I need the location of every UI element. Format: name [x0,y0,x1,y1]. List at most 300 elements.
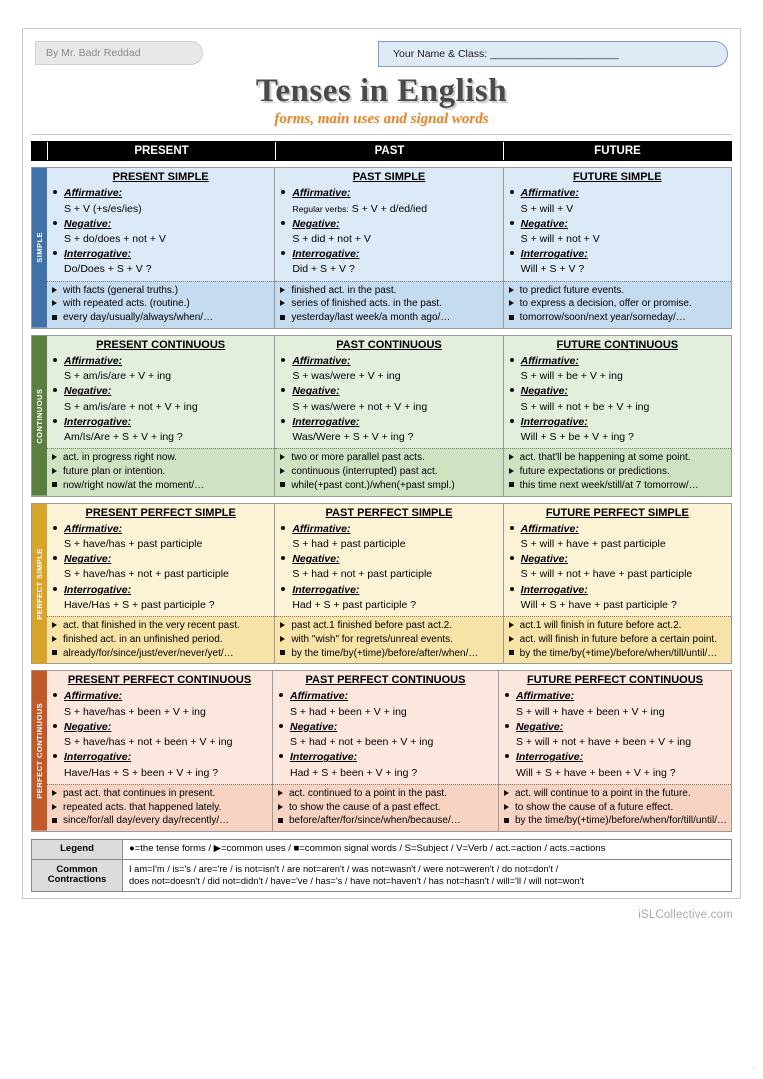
square-marker-icon [509,315,514,320]
tense-cell [47,671,272,831]
form-label-row [53,552,269,567]
triangle-marker-icon [278,790,283,796]
use-text: tomorrow/soon/next year/someday/… [519,312,686,324]
form-label-row [510,217,726,232]
tense-name: FUTURE SIMPLE [504,168,731,185]
common-use-row [52,787,268,801]
use-text: by the time/by(+time)/before/when/till/until/… [519,647,718,659]
column-header-future: FUTURE [503,142,731,160]
tense-forms [273,688,498,783]
tense-columns [47,504,731,664]
title-block [31,71,732,135]
square-marker-icon [52,818,57,823]
tense-columns [47,336,731,496]
triangle-marker-icon [509,636,514,642]
square-marker-icon [52,315,57,320]
form-type-label: Negative: [520,217,568,230]
form-label-row [281,354,497,369]
tense-cell [47,168,274,328]
bullet-icon [281,388,285,392]
tense-forms [47,521,274,616]
form-label-row [505,720,726,735]
tense-blocks [31,167,732,832]
bullet-icon [53,221,57,225]
triangle-marker-icon [52,790,57,796]
form-label-row [510,384,726,399]
form-label-row [281,552,497,567]
legend-value: ●=the tense forms / ▶=common uses / ■=common signal words / S=Subject / V=Verb / act.=action / acts.=actions [129,843,606,855]
bullet-icon [53,190,57,194]
tense-cell [503,168,731,328]
form-type-label: Affirmative: [292,355,351,367]
form-type-label: Interrogative: [292,248,360,261]
form-type-label: Negative: [292,217,340,230]
signal-words-row [504,814,727,828]
tense-name: PRESENT PERFECT CONTINUOUS [47,671,272,688]
common-use-row [280,619,498,633]
form-formula: S + have/has + not + been + V + ing [64,736,233,749]
bullet-icon [505,693,509,697]
common-use-row [280,633,498,647]
form-formula: S + did + not + V [292,232,371,245]
source-watermark: iSLCollective.com [638,909,733,922]
use-text: by the time/by(+time)/before/after/when/… [291,647,479,659]
form-formula: Did + S + V ? [292,263,355,276]
form-label-row [510,583,726,598]
tense-uses [275,448,502,495]
tense-uses [499,784,731,831]
signal-words-row [509,479,727,493]
tense-cell [274,336,502,496]
use-text: continuous (interrupted) past act. [291,466,438,478]
form-label-row [510,247,726,262]
use-text: with facts (general truths.) [63,284,179,296]
triangle-marker-icon [280,636,285,642]
common-use-row [509,619,727,633]
form-type-label: Negative: [292,385,340,398]
use-text: act. in progress right now. [63,452,177,464]
tense-uses [47,281,274,328]
tense-name: PRESENT SIMPLE [47,168,274,185]
form-type-label: Affirmative: [515,690,575,703]
legend-row [32,840,731,859]
triangle-marker-icon [52,804,57,810]
common-use-row [52,465,270,479]
tense-name: FUTURE PERFECT SIMPLE [504,504,731,521]
form-label-row [53,384,269,399]
contractions-key-line1: Common [56,863,98,875]
tense-cell [274,504,502,664]
use-text: already/for/since/just/ever/never/yet/… [63,647,234,659]
tense-name: PRESENT PERFECT SIMPLE [47,504,274,521]
form-type-label: Affirmative: [64,355,123,367]
common-use-row [504,787,727,801]
bullet-icon [53,587,57,591]
use-text: by the time/by(+time)/before/when/for/till/until/… [514,815,727,827]
tense-uses [275,281,502,328]
use-text: past act. that continues in present. [63,787,216,799]
form-label-row [53,217,269,232]
triangle-marker-icon [509,300,514,306]
common-use-row [504,801,727,815]
tense-block [31,503,732,665]
form-type-label: Negative: [520,385,568,398]
signal-words-row [52,479,270,493]
square-marker-icon [280,315,285,320]
form-type-label: Negative: [289,720,338,733]
bullet-icon [281,556,285,560]
bullet-icon [53,526,57,530]
tense-uses [47,616,274,663]
use-text: to show the cause of a future effect. [514,801,674,813]
triangle-marker-icon [52,454,57,460]
form-formula: Have/Has + S + past participle ? [64,598,215,611]
square-marker-icon [509,482,514,487]
form-label-row [281,217,497,232]
tense-forms [47,353,274,448]
tense-columns [47,671,731,831]
common-use-row [278,801,494,815]
form-formula [281,202,497,217]
signal-words-row [52,311,270,325]
triangle-marker-icon [280,454,285,460]
common-use-row [278,787,494,801]
contractions-key [32,860,123,891]
triangle-marker-icon [52,300,57,306]
square-marker-icon [52,650,57,655]
use-text: while(+past cont.)/when(+past smpl.) [291,479,455,491]
page-subtitle: forms, main uses and signal words [274,111,489,128]
form-label-row [281,186,497,201]
common-use-row [280,465,498,479]
tense-forms [47,185,274,280]
form-type-label: Interrogative: [64,415,132,428]
triangle-marker-icon [504,790,509,796]
tense-cell [498,671,731,831]
tense-group-label: CONTINUOUS [32,336,47,496]
use-text: past act.1 finished before past act.2. [291,620,452,632]
use-text: act.1 will finish in future before act.2. [519,620,682,632]
tense-uses [504,616,731,663]
tense-cell [47,504,274,664]
triangle-marker-icon [52,287,57,293]
tense-cell [503,336,731,496]
form-formula: S + have/has + been + V + ing [64,705,206,718]
form-label-row [53,689,267,704]
form-formula: S + was/were + not + V + ing [292,400,428,413]
form-label-row [53,186,269,201]
tense-forms [504,185,731,280]
contractions-key-line2: Contractions [47,874,107,886]
form-type-label: Interrogative: [520,583,588,596]
use-text: finished act. in an unfinished period. [63,633,223,645]
form-label-row [53,583,269,598]
tense-name: PAST CONTINUOUS [275,336,502,353]
common-use-row [52,801,268,815]
form-type-label: Interrogative: [292,583,360,596]
bullet-icon [505,754,509,758]
common-use-row [280,451,498,465]
square-marker-icon [52,482,57,487]
use-text: this time next week/still/at 7 tomorrow/… [519,479,699,491]
tense-uses [504,448,731,495]
form-label-row [510,354,726,369]
form-label-row [53,247,269,262]
bullet-icon [510,358,514,362]
form-type-label: Affirmative: [292,187,351,200]
tense-block [31,670,732,832]
bullet-icon [279,724,283,728]
use-text: act. that'll be happening at some point. [519,452,691,464]
form-type-label: Affirmative: [64,522,123,535]
use-text: since/for/all day/every day/recently/… [63,815,230,827]
form-type-label: Interrogative: [64,583,132,596]
spine-spacer [32,142,47,160]
use-text: to express a decision, offer or promise. [519,298,692,310]
bullet-icon [510,556,514,560]
tense-forms [275,185,502,280]
use-text: now/right now/at the moment/… [63,479,205,491]
tense-uses [273,784,498,831]
bullet-icon [510,419,514,423]
triangle-marker-icon [509,454,514,460]
use-text: act. that finished in the very recent past. [63,620,240,632]
use-text: future plan or intention. [63,466,166,478]
form-label-row [505,689,726,704]
form-type-label: Negative: [64,385,112,398]
use-text: act. will continue to a point in the future. [514,787,691,799]
form-label-row [53,720,267,735]
author-badge: By Mr. Badr Reddad [35,41,203,65]
form-formula: S + have/has + past participle [64,537,203,550]
form-type-label: Negative: [292,553,340,566]
use-text: two or more parallel past acts. [291,452,425,464]
signal-words-row [52,814,268,828]
form-type-label: Negative: [520,553,568,566]
form-label-row [53,415,269,430]
use-text: finished act. in the past. [291,284,397,296]
use-text: series of finished acts. in the past. [291,298,442,310]
tense-uses [47,784,272,831]
common-use-row [52,633,270,647]
form-formula: Have/Has + S + been + V + ing ? [64,766,219,779]
triangle-marker-icon [52,468,57,474]
common-use-row [509,633,727,647]
form-formula: S + will + not + have + past participle [520,568,693,581]
form-type-label: Negative: [515,720,564,733]
tense-forms [47,688,272,783]
tense-columns [47,168,731,328]
form-formula: S + will + be + V + ing [520,370,623,383]
form-formula: Will + S + be + V + ing ? [520,431,634,444]
column-header-past: PAST [275,142,503,160]
tense-forms [275,353,502,448]
form-formula: S + had + not + past participle [292,568,433,581]
common-use-row [52,284,270,298]
common-use-row [509,451,727,465]
form-type-label: Affirmative: [520,522,579,535]
tense-group-label: PERFECT CONTINUOUS [32,671,47,831]
tense-cell [47,336,274,496]
column-headers [31,141,732,161]
square-marker-icon [278,818,283,823]
use-text: act. will finish in future before a certain point. [519,633,717,645]
form-formula: Will + S + have + past participle ? [520,598,677,611]
form-label-row [510,186,726,201]
form-type-label: Interrogative: [515,751,584,764]
form-label-row [279,750,493,765]
form-label-row [279,720,493,735]
bullet-icon [510,388,514,392]
bullet-icon [279,693,283,697]
bullet-icon [53,388,57,392]
tense-forms [499,688,731,783]
form-label-row [53,354,269,369]
name-class-field[interactable]: Your Name & Class: ______________________ [378,41,728,67]
signal-words-row [278,814,494,828]
form-formula: S + will + V [520,202,574,215]
use-text: to show the cause of a past effect. [288,801,441,813]
signal-words-row [52,647,270,661]
form-formula: S + had + not + been + V + ing [289,736,434,749]
bullet-icon [510,251,514,255]
triangle-marker-icon [509,468,514,474]
tense-name: PRESENT CONTINUOUS [47,336,274,353]
use-text: future expectations or predictions. [519,466,670,478]
form-label-row [510,522,726,537]
bullet-icon [510,587,514,591]
tense-name: PAST PERFECT CONTINUOUS [273,671,498,688]
form-formula: Was/Were + S + V + ing ? [292,431,414,444]
form-formula: S + will + have + past participle [520,537,666,550]
tense-name: PAST PERFECT SIMPLE [275,504,502,521]
form-type-label: Interrogative: [289,751,358,764]
bullet-icon [281,358,285,362]
square-marker-icon [280,482,285,487]
common-use-row [280,297,498,311]
bullet-icon [510,221,514,225]
form-type-label: Affirmative: [289,690,349,703]
tense-name: FUTURE PERFECT CONTINUOUS [499,671,731,688]
bullet-icon [281,190,285,194]
bullet-icon [279,754,283,758]
triangle-marker-icon [52,622,57,628]
header-bar [31,37,732,67]
use-text: with repeated acts. (routine.) [63,298,190,310]
bullet-icon [53,251,57,255]
tense-uses [275,616,502,663]
bullet-icon [281,526,285,530]
tense-forms [504,353,731,448]
contractions-line-2: does not=doesn't / did not=didn't / have='ve / has='s / have not=haven't / has not=hasn't / will='ll / will not=won't [129,876,585,887]
legend-table [31,839,732,892]
formula-prefix: Regular verbs: [292,203,349,214]
use-text: before/after/for/since/when/because/… [288,815,461,827]
bullet-icon [53,556,57,560]
use-text: act. continued to a point in the past. [288,787,447,799]
tense-forms [504,521,731,616]
column-header-present: PRESENT [47,142,275,160]
form-type-label: Interrogative: [520,248,588,261]
bullet-icon [53,754,57,758]
tense-cell [503,504,731,664]
form-formula: Am/Is/Are + S + V + ing ? [64,431,183,444]
tense-name: PAST SIMPLE [275,168,502,185]
tense-uses [47,448,274,495]
form-type-label: Negative: [64,217,112,230]
form-formula: S + will + not + be + V + ing [520,400,650,413]
form-formula: S + V (+s/es/ies) [64,202,142,215]
bullet-icon [53,358,57,362]
form-label-row [510,415,726,430]
signal-words-row [280,647,498,661]
square-marker-icon [504,818,509,823]
form-formula: S + had + been + V + ing [289,705,407,718]
form-label-row [505,750,726,765]
triangle-marker-icon [504,804,509,810]
form-type-label: Interrogative: [520,415,588,428]
common-use-row [52,297,270,311]
triangle-marker-icon [280,468,285,474]
form-label-row [281,583,497,598]
form-label-row [53,750,267,765]
form-formula: S + will + have + been + V + ing [515,705,665,718]
use-text: yesterday/last week/a month ago/… [291,312,451,324]
bullet-icon [53,724,57,728]
form-formula: Will + S + V ? [520,263,585,276]
form-label-row [510,552,726,567]
common-use-row [509,297,727,311]
square-marker-icon [509,650,514,655]
signal-words-row [280,311,498,325]
tense-block [31,335,732,497]
worksheet-sheet [22,28,741,899]
form-formula: S + do/does + not + V [64,232,166,245]
form-type-label: Interrogative: [64,248,132,261]
tense-group-label: SIMPLE [32,168,47,328]
form-type-label: Affirmative: [64,187,123,200]
triangle-marker-icon [509,287,514,293]
contractions-row [32,859,731,891]
form-type-label: Affirmative: [292,522,351,535]
triangle-marker-icon [280,300,285,306]
use-text: every day/usually/always/when/… [63,312,214,324]
square-marker-icon [280,650,285,655]
tense-cell [274,168,502,328]
tense-uses [504,281,731,328]
bullet-icon [505,724,509,728]
form-label-row [279,689,493,704]
form-type-label: Affirmative: [520,187,579,200]
bullet-icon [281,251,285,255]
bullet-icon [281,587,285,591]
form-type-label: Interrogative: [64,751,132,764]
form-label-row [281,415,497,430]
triangle-marker-icon [280,287,285,293]
form-formula: Had + S + past participle ? [292,598,417,611]
triangle-marker-icon [52,636,57,642]
tense-block [31,167,732,329]
form-type-label: Negative: [64,720,112,733]
form-formula: Do/Does + S + V ? [64,263,152,276]
use-text: with "wish" for regrets/unreal events. [291,633,453,645]
common-use-row [509,284,727,298]
tense-forms [275,521,502,616]
triangle-marker-icon [509,622,514,628]
form-label-row [281,384,497,399]
form-formula: S + will + not + have + been + V + ing [515,736,692,749]
corner-dot: · [752,1063,755,1073]
